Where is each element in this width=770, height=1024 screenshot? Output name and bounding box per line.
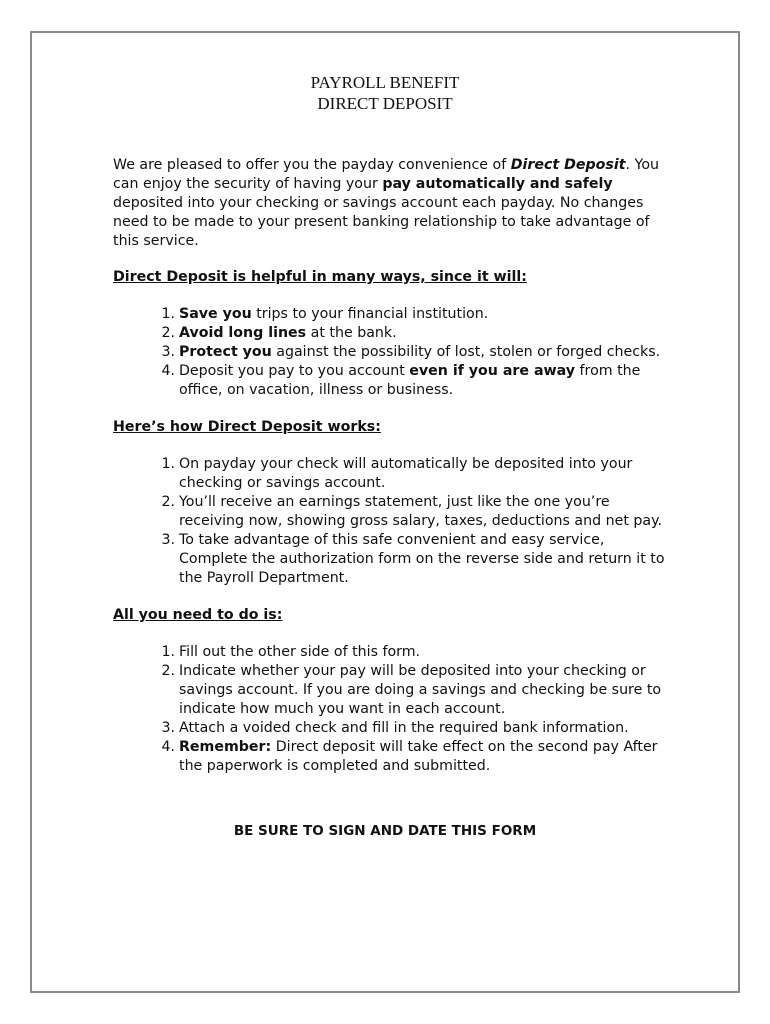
closing-instruction: BE SURE TO SIGN AND DATE THIS FORM (233, 823, 537, 839)
item-number: 2. (161, 494, 175, 510)
item-number: 3. (161, 720, 175, 736)
item-text: On payday your check will automatically be deposited into your checking or savings account. (179, 456, 633, 491)
item-bold: even if you are away (409, 363, 576, 379)
list-item (161, 324, 673, 343)
intro-text-3: deposited into your checking or savings account each payday. No changes need to be made to your present banking relationship to take advantage of this service. (113, 195, 650, 249)
list-item (161, 662, 673, 719)
list-item (161, 643, 673, 662)
item-bold: Save you (179, 306, 252, 322)
list-item (161, 531, 673, 588)
list-item (161, 738, 673, 776)
item-text: You’ll receive an earnings statement, just like the one you’re receiving now, showing gross salary, taxes, deductions and net pay. (179, 494, 662, 529)
list-item (161, 719, 673, 738)
benefits-list (113, 305, 673, 400)
item-bold: Protect you (179, 344, 272, 360)
intro-text-2: . You can enjoy the security of having your (113, 157, 660, 192)
item-text: To take advantage of this safe convenient and easy service, Complete the authorization form on the reverse side and return it to the Payroll Department. (179, 532, 665, 586)
item-text: Attach a voided check and fill in the required bank information. (179, 720, 629, 736)
item-text: at the bank. (306, 325, 397, 341)
item-number: 4. (161, 739, 175, 755)
title-line-2: DIRECT DEPOSIT (317, 94, 453, 113)
intro-text-1: We are pleased to offer you the payday convenience of (113, 157, 511, 173)
title-line-1: PAYROLL BENEFIT (310, 73, 460, 92)
intro-paragraph (113, 156, 673, 251)
item-number: 3. (161, 344, 175, 360)
intro-emphasis-direct-deposit: Direct Deposit (510, 157, 626, 173)
item-text: against the possibility of lost, stolen or forged checks. (271, 344, 661, 360)
item-number: 2. (161, 663, 175, 679)
document-body (113, 156, 673, 794)
item-number: 1. (161, 306, 175, 322)
intro-emphasis-pay: pay automatically and safely (382, 176, 613, 192)
list-item (161, 362, 673, 400)
list-item (161, 493, 673, 531)
list-item (161, 305, 673, 324)
item-text: Indicate whether your pay will be deposited into your checking or savings account. If you are doing a savings and checking be sure to indicate how much you want in each account. (179, 663, 662, 717)
item-bold: Remember: (179, 739, 272, 755)
item-text: Direct deposit will take effect on the second pay After the paperwork is completed and submitted. (179, 739, 658, 774)
todo-list (113, 643, 673, 776)
item-text: Deposit you pay to you account (179, 363, 410, 379)
benefits-heading: Direct Deposit is helpful in many ways, since it will: (113, 269, 527, 285)
document-title (0, 72, 770, 114)
item-number: 3. (161, 532, 175, 548)
item-text: Fill out the other side of this form. (179, 644, 421, 660)
list-item (161, 343, 673, 362)
item-number: 4. (161, 363, 175, 379)
item-number: 1. (161, 456, 175, 472)
item-bold: Avoid long lines (179, 325, 307, 341)
how-it-works-list (113, 455, 673, 588)
item-text-2: from the office, on vacation, illness or business. (179, 363, 641, 398)
item-text: trips to your financial institution. (251, 306, 489, 322)
item-number: 1. (161, 644, 175, 660)
todo-heading: All you need to do is: (113, 607, 283, 623)
how-it-works-heading: Here’s how Direct Deposit works: (113, 419, 381, 435)
list-item (161, 455, 673, 493)
item-number: 2. (161, 325, 175, 341)
